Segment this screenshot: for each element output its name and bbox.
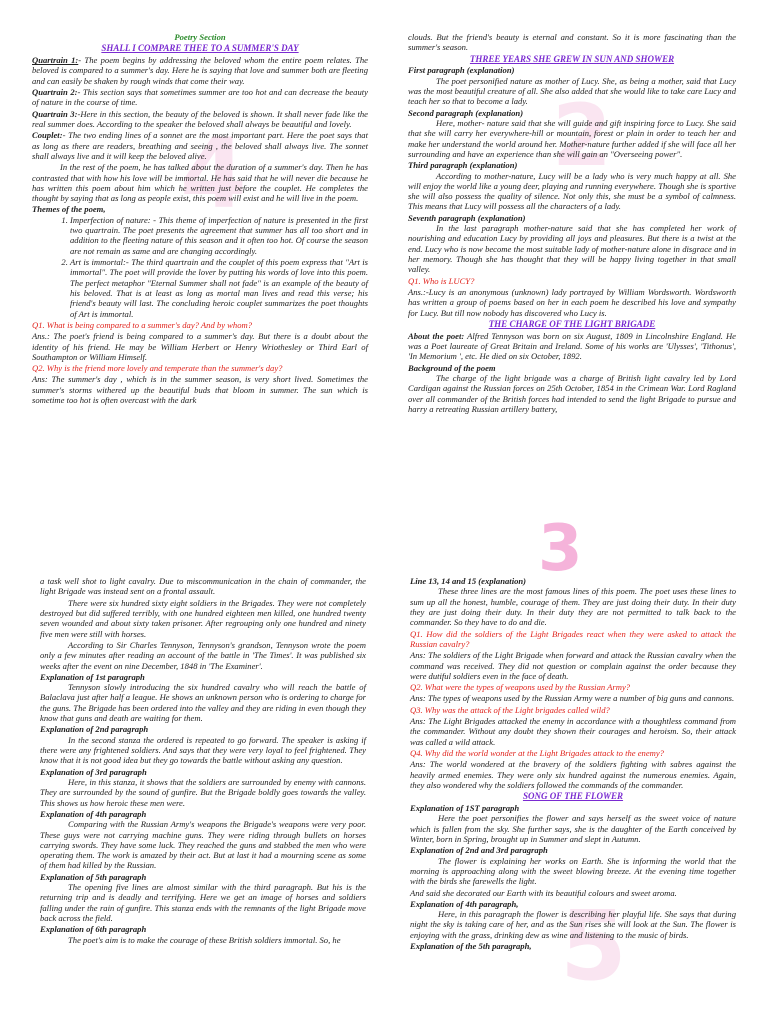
poem-title: THREE YEARS SHE GREW IN SUN AND SHOWER <box>469 53 675 64</box>
paragraph-heading: Line 13, 14 and 15 (explanation) <box>410 576 527 586</box>
column-bottom-left <box>40 576 366 946</box>
paragraph: In the rest of the poem, he has talked about the duration of a summer's day. Then he has contrasted that with how his love will be immortal. He has said that he will never die because he has written this poem about him which he written just before the couplet. He completes the thought by saying that as long as people exist, this poem will exist and he will live in the poem. <box>32 162 368 204</box>
themes-list <box>32 215 368 319</box>
paragraph: Here the poet personifies the flower and says herself as the sweet voice of nature which is fallen from the sky. She further says, she is the daughter of the Earth conceived by Winter, born in Spring, brought up in Summer and slept in Autumn. <box>410 813 736 844</box>
themes-heading: Themes of the poem, <box>32 204 106 215</box>
paragraph: And said she decorated our Earth with its beautiful colours and sweet aroma. <box>410 887 677 898</box>
paragraph: a task well shot to light cavalry. Due to miscommunication in the chain of commander, the light Brigade was instead sent on a frontal assault. <box>40 576 366 597</box>
paragraph: These three lines are the most famous lines of this poem. The poet uses these lines to sum up all the honest, humble, courage of them. They are just doing their duty. In their duty they are just doing their duty. In their duty they are not permitted to talk back to the commander. So they have to do and die. <box>410 586 736 628</box>
paragraph: Here, in this paragraph the flower is describing her playful life. She says that during night the sky is taking care of her, and as the Sun rises she will look at the Sun. The flower is enjoying with the grass, drinking dew as wine and listening to the music of birds. <box>410 909 736 940</box>
watermark-number: 2 <box>552 86 612 186</box>
paragraph: The flower is explaining her works on Earth. She is informing the world that the morning is approaching along with the sweet blowing breeze. At the evening time together with the birds she farewells the light. <box>410 855 736 887</box>
poem-title: SONG OF THE FLOWER <box>522 791 624 802</box>
paragraph-heading: Explanation of 4th paragraph <box>40 808 147 819</box>
paragraph-heading: Explanation of 2nd and 3rd paragraph <box>410 845 548 856</box>
question: Q4. Why did the world wonder at the Light Brigades attack to the enemy? <box>410 748 664 758</box>
question: Q2. What were the types of weapons used by the Russian Army? <box>410 682 631 693</box>
paragraph-heading: Background of the poem <box>408 362 496 373</box>
paragraph-heading: Explanation of the 5th paragraph, <box>410 941 532 952</box>
question: Q1. How did the soldiers of the Light Brigades react when they were asked to attack the Russian cavalry? <box>410 628 736 649</box>
paragraph: Here, mother- nature said that she will guide and gift inspiring force to Lucy. She said that she will carry her everywhere-hill or mountain, forest or plain in order to teach her and make her understand the world around her. Mother-nature further added if she will face all her surrounding and have an experience than she will gain an "Overseeing power". <box>408 117 736 159</box>
answer: Ans: The soldiers of the Light Brigade when forward and attack the Russian cavalry when the command was received. They did not question or complain against the order because they were dutiful soldiers even in the face of death. <box>410 650 736 681</box>
answer: Ans: The summer's day , which is in the summer season, is very short lived. Sometimes the summer's storms withered up the beautiful buds that bloom in summer. The sun which is sometime too hot is often overcast with the dark <box>32 374 368 406</box>
paragraph: According to Sir Charles Tennyson, Tennyson's grandson, Tennyson wrote the poem only a few minutes after reading an account of the battle in 'The Times'. It was published six weeks after the event on nine December, 1848 in 'The Examiner'. <box>40 639 366 671</box>
question: Q1. Who is LUCY? <box>408 275 475 286</box>
paragraph: Tennyson slowly introducing the six hundred cavalry who will reach the battle of Balaclava just after half a league. He shows an unknown person who is ordering to charge for the guns. The Brigade has been ordered into the valley and they are riding in even though they know that guns and death are waiting for them. <box>40 682 366 724</box>
page-separator <box>0 498 768 572</box>
answer: Ans.:-Lucy is an anonymous (unknown) lady portrayed by William Wordsworth. Wordsworth has written a group of poems based on her in each poem he described his love and sympathy for Lucy. But till now nobody has discovered who Lucy is. <box>408 286 736 318</box>
paragraph: In the second stanza the ordered is repeated to go forward. The speaker is asking if there were any frightened soldiers. And says that they were very loyal to feel frightened. They know that it is not good idea but they go towards the battle without asking any question. <box>40 734 366 766</box>
section-label: Poetry Section <box>174 32 226 42</box>
paragraph: Here, in this stanza, it shows that the soldiers are surrounded by enemy with cannons. They are surrounded by the sound of gunfire. But the Brigade boldly goes towards the valley. This shows us how heroic these men were. <box>40 776 366 808</box>
quatrain-3: Quartrain 3:-Here in this section, the beauty of the beloved is shown. It shall never fade like the real summer does. According to the speaker the beloved shall always be beautiful and lovely. <box>32 108 368 129</box>
about-poet: About the poet: Alfred Tennyson was born on six August, 1809 in Lincolnshire England. He was a Poet laureate of Great Britain and Ireland. Some of his works are 'Ulysses', 'Tithonus', 'In Memorium ', etc. He died on six October, 1892. <box>408 330 736 362</box>
paragraph-heading: Second paragraph (explanation) <box>408 107 524 118</box>
answer: Ans: The Light Brigades attacked the enemy in accordance with a thoughtless command from the commander. Without any doubt they shown their courages and heroism. So, their attack was called a wild attack. <box>410 716 736 747</box>
couplet: Couplet:- The two ending lines of a sonnet are the most important part. Here the poet says that as long as there are readers, breathing and seeing , the beloved shall always live. The sonnet shall always live and it will keep the beloved alive. <box>32 130 368 161</box>
paragraph: Comparing with the Russian Army's weapons the Brigade's weapons were very poor. These guys were not carrying machine guns. They were riding through bullets on horses carrying swords. They have some luck. They reached the guns and stabbed the men who were operating them. The work is amazed by their act. But at last it had a mourning scene as some of them had killed by the Russian. <box>40 819 366 871</box>
paragraph: The charge of the light brigade was a charge of British light cavalry led by Lord Cardigan against the Russian forces on 25th October, 1854 in the Crimean War. Lord Ragland over all commander of the British forces had intended to send the light Brigade to pursue and harry a retreating Russian artillery battery, <box>408 372 736 414</box>
question: Q2. Why is the friend more lovely and temperate than the summer's day? <box>32 363 283 374</box>
paragraph-heading: Explanation of 1st paragraph <box>40 671 145 682</box>
page-number: 3 <box>538 512 583 586</box>
paragraph-heading: Explanation of 4th paragraph, <box>410 898 519 909</box>
column-top-right <box>408 32 736 415</box>
paragraph-heading: Seventh paragraph (explanation) <box>408 212 526 223</box>
theme-item: 2. Art is immortal:- The third quartrain and the couplet of this poem express that "Art is immortal". The poet will provide the lover by putting his words of love into this poem. The perfect metaphor "Eternal Summer shall not fade" is an example of the beauty of his beloved. That is at least as long as mortal man lives and read this verse; his friend's beauty will last. The concluding heroic couplet summarizes the poet thoughts of Art is immortal. <box>70 257 368 319</box>
paragraph-heading: Explanation of 5th paragraph <box>40 871 147 882</box>
paragraph-heading: Explanation of 2nd paragraph <box>40 724 149 735</box>
poem-title: THE CHARGE OF THE LIGHT BRIGADE <box>488 318 656 329</box>
column-bottom-right <box>410 576 736 951</box>
answer: Ans.: The poet's friend is being compared to a summer's day. But there is a doubt about the identity of his friend. He may be William Herbert or Henry Wriothesley or Third Earl of Southampton or William Himself. <box>32 331 368 362</box>
paragraph-heading: Explanation of 6th paragraph <box>40 924 147 935</box>
answer: Ans: The types of weapons used by the Russian Army were a number of big guns and cannons. <box>410 693 735 704</box>
paragraph: The opening five lines are almost similar with the third paragraph. But his is the returning trip and is deadly and terrifying. Here we get an image of horses and soldiers falling under the rain of gunfire. This stanza ends with the remnants of the light Brigade move back across the field. <box>40 882 366 923</box>
paragraph: There were six hundred sixty eight soldiers in the Brigades. They were not completely destroyed but did suffered terribly, with one hundred eighteen men killed, one hundred twenty seven wounded and about sixty taken prisoner. After regrouping only one hundred and ninety five men were still with horses. <box>40 597 366 639</box>
paragraph: The poet personified nature as mother of Lucy. She, as being a mother, said that Lucy was the most beautiful creature of all. She also added that she would like to take care Lucy and teach her so that to become a lady. <box>408 75 736 107</box>
poem-title: SHALL I COMPARE THEE TO A SUMMER'S DAY <box>101 43 299 54</box>
paragraph: The poet's aim is to make the courage of these British soldiers immortal. So, he <box>68 934 341 945</box>
answer: Ans: The world wondered at the bravery of the soldiers fighting with sabres against the heavily armed enemies. They were only six hundred against the numerous enemies. Again, they also wondered why the soldiers followed the commands of the commander. <box>410 759 736 790</box>
watermark-number: 5 <box>560 890 627 1002</box>
quatrain-2: Quartrain 2:- This section says that sometimes summer are too hot and can decrease the beauty of nature in the course of time. <box>32 87 368 108</box>
quatrain-1: Quartrain 1:- The poem begins by addressing the beloved whom the entire poem relates. The beloved is compared to a summer's day. Here he is saying that love and summer both are fleeting and can easily be shaken by rough winds that come their way. <box>32 55 368 86</box>
paragraph-heading: Explanation of 1ST paragraph <box>410 803 520 814</box>
paragraph-heading: Third paragraph (explanation) <box>408 160 518 171</box>
paragraph: According to mother-nature, Lucy will be a lady who is very much happy at all. She will enjoy the world like a young deer, playing and running everywhere. Though she is sportive she will also possess the quality of silence. Not only this, she must be a symbol of calmness. This means that Lucy will possess all the characters of a lady. <box>408 170 736 212</box>
watermark-number: 4 <box>180 118 247 230</box>
paragraph-heading: Explanation of 3rd paragraph <box>40 766 147 777</box>
question: Q1. What is being compared to a summer's day? And by whom? <box>32 319 253 330</box>
paragraph-heading: First paragraph (explanation) <box>408 65 515 76</box>
column-top-left <box>32 32 368 406</box>
paragraph: clouds. But the friend's beauty is eternal and constant. So it is more fascinating than the summer's season. <box>408 32 736 53</box>
theme-item: 1. Imperfection of nature: - This theme of imperfection of nature is presented in the first two quartrain. The poet presents the agreement that summer has all too short and in addition to the fleeting nature of this season and it often too hot. Of course the season are not remain as same and are changing accordingly. <box>70 215 368 256</box>
paragraph: In the last paragraph mother-nature said that she has completed her work of nourishing and education Lucy by providing all joys and pleasures. But there is a twist at the end. Lucy who is now become the most suitable lady of mother-nature alone in disgrace and in her memory. Though she has thought that they will be happy living together in that small valley. <box>408 223 736 275</box>
question: Q3. Why was the attack of the Light brigades called wild? <box>410 704 610 715</box>
